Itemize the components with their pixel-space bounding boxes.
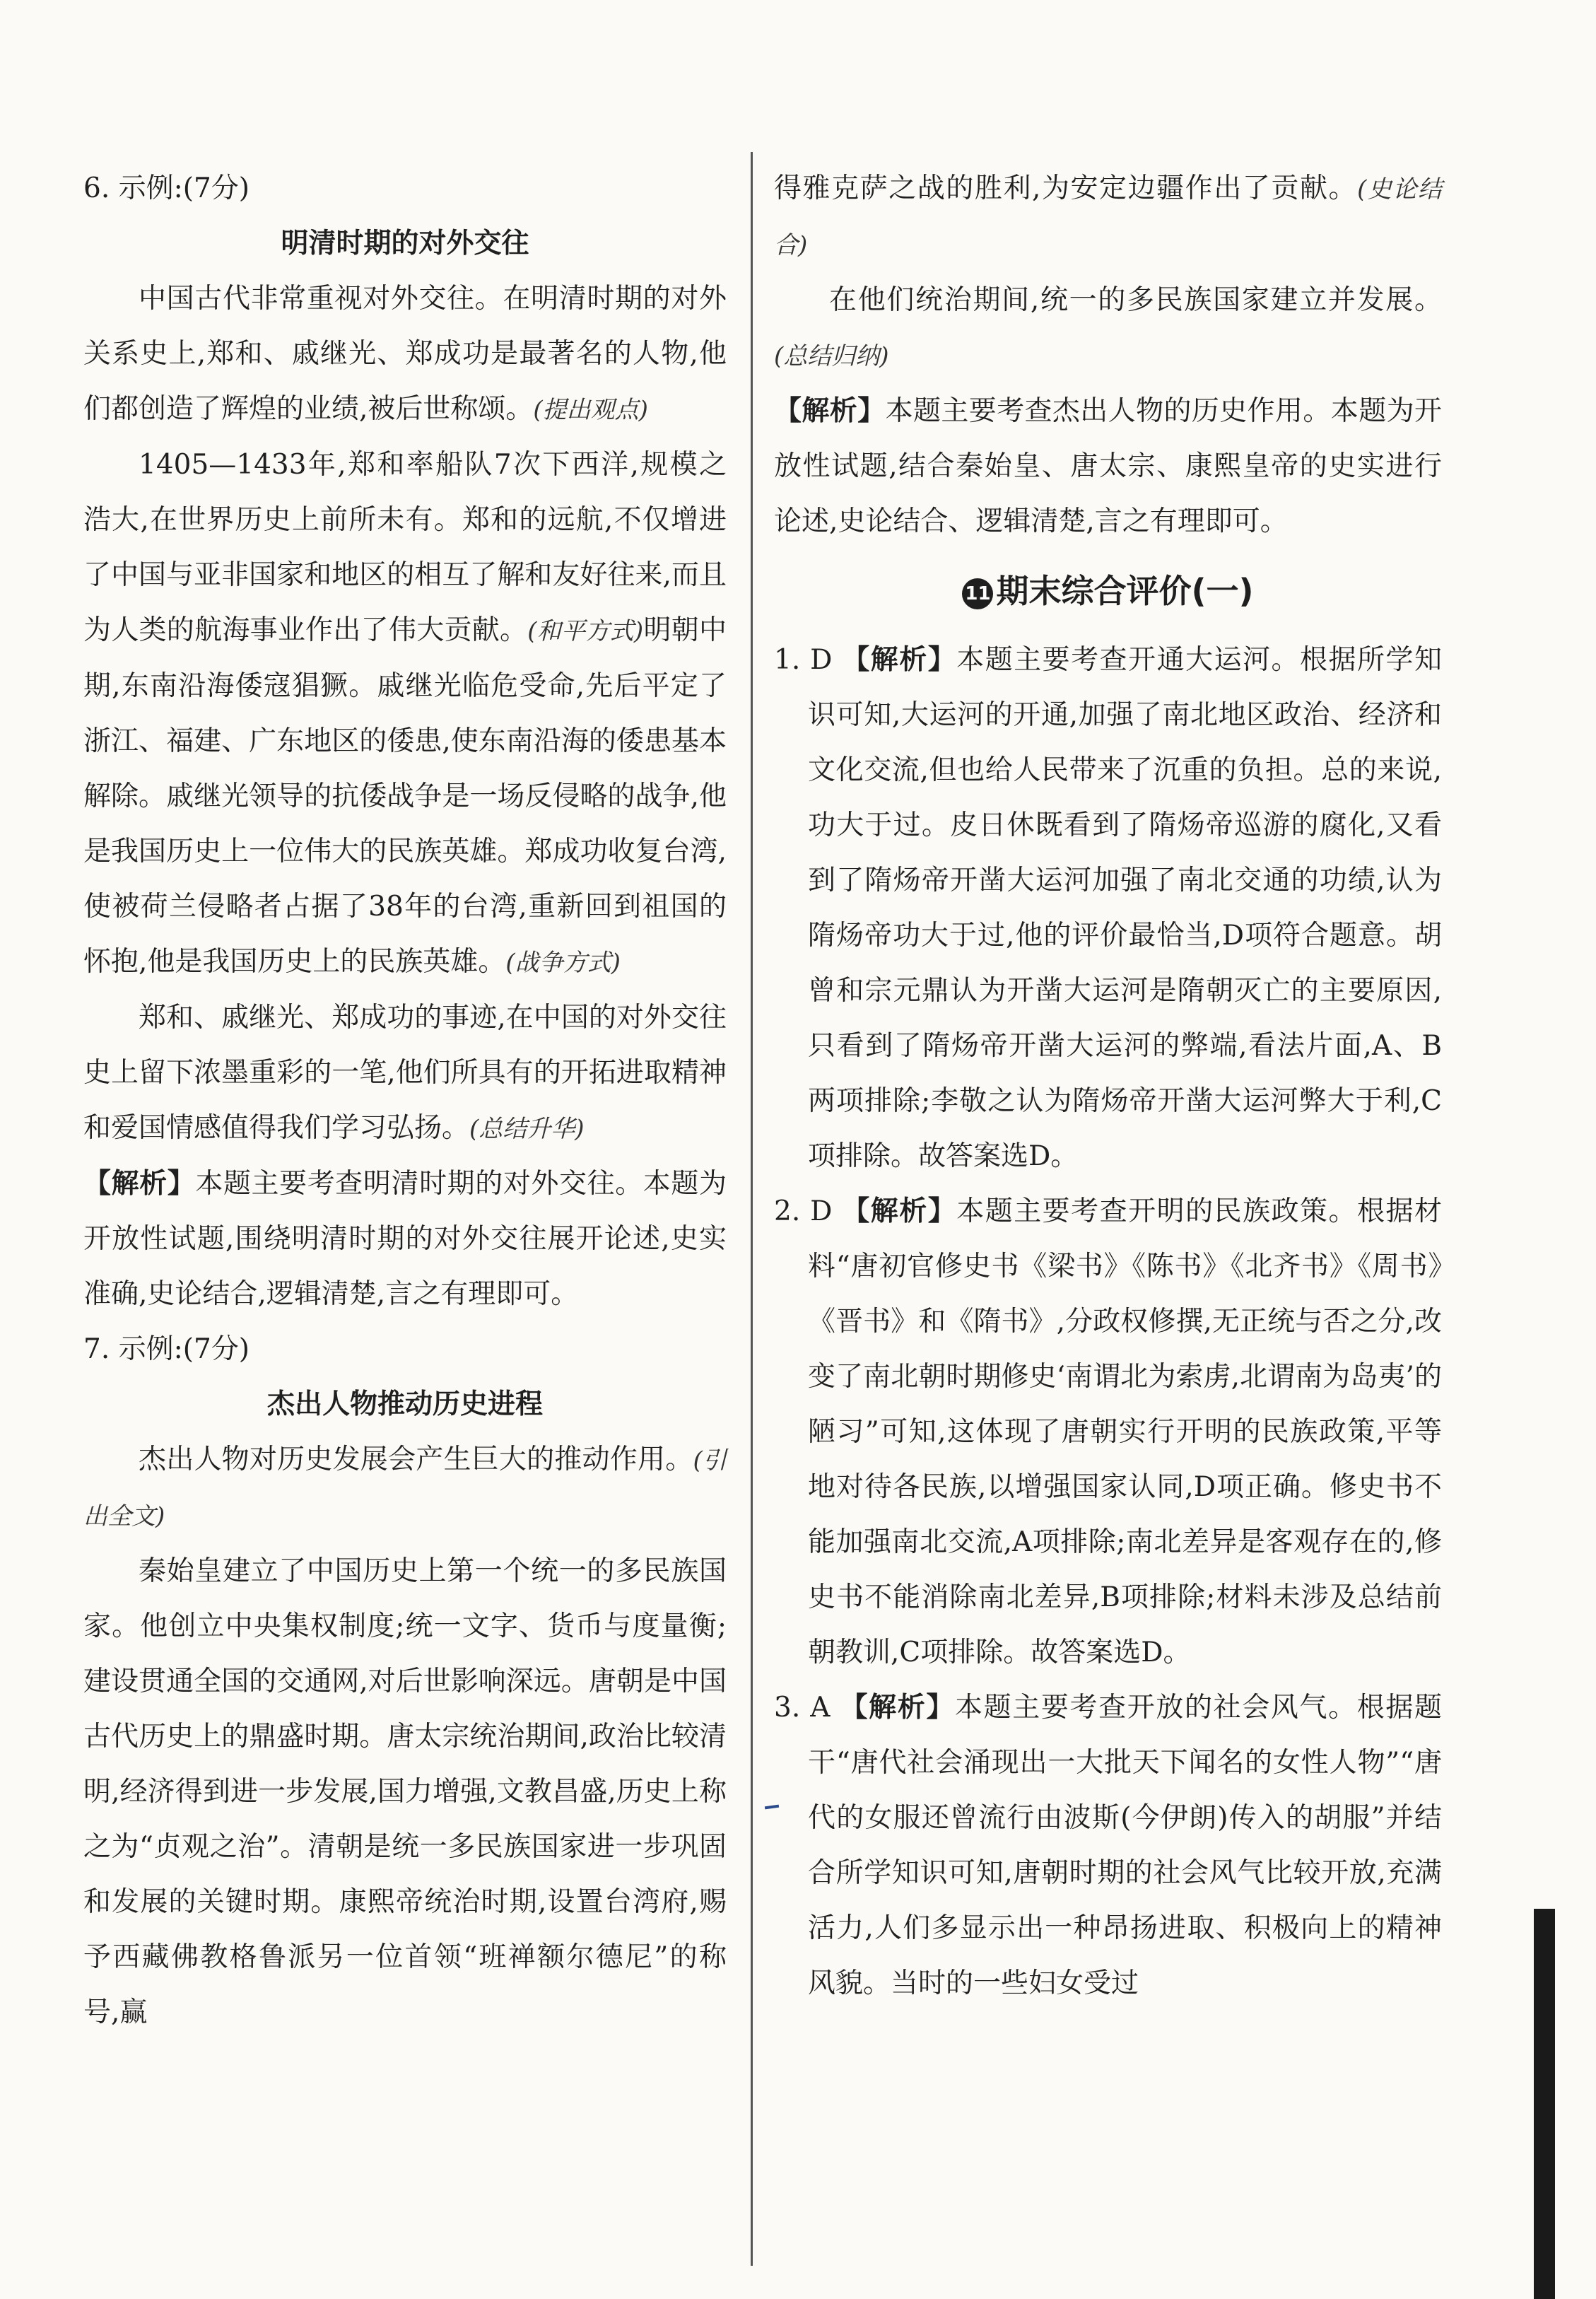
left-column	[83, 161, 727, 2040]
q7-continuation	[774, 161, 1442, 273]
q6-p3-text: 郑和、戚继光、郑成功的事迹,在中国的对外交往史上留下浓墨重彩的一笔,他们所具有的开拓进取精神和爱国情感值得我们学习弘扬。	[83, 1002, 727, 1144]
q6-p1-text: 中国古代非常重视对外交往。在明清时期的对外关系史上,郑和、戚继光、郑成功是最著名的人物,他们都创造了辉煌的业绩,被后世称颂。	[83, 283, 727, 425]
q7-paragraph-3	[774, 273, 1442, 384]
q6-analysis-tag: 【解析】	[83, 1168, 196, 1200]
q6-p1-note: (提出观点)	[533, 396, 648, 424]
q7-analysis	[774, 384, 1442, 549]
section-heading	[774, 559, 1442, 623]
answer-2-number: 2. D	[774, 1195, 833, 1227]
answer-3-text: 本题主要考查开放的社会风气。根据题干“唐代社会涌现出一大批天下闻名的女性人物”“唐代的女服还曾流行由波斯(今伊朗)传入的胡服”并结合所学知识可知,唐朝时期的社会风气比较开放,充满活力,人们多显示出一种昂扬进取、积极向上的精神风貌。当时的一些妇女受过	[808, 1692, 1442, 1999]
right-column	[774, 161, 1442, 2011]
q7-cont-note: (史论结合)	[774, 175, 1442, 259]
q6-paragraph-3	[83, 990, 727, 1157]
q7-heading: 7. 示例:(7分)	[83, 1333, 250, 1365]
q7-paragraph-1	[83, 1432, 727, 1544]
answer-1-text: 本题主要考查开通大运河。根据所学知识可知,大运河的开通,加强了南北地区政治、经济和文化交流,但也给人民带来了沉重的负担。总的来说,功大于过。皮日休既看到了隋炀帝巡游的腐化,又看到了隋炀帝开凿大运河加强了南北交通的功绩,认为隋炀帝功大于过,他的评价最恰当,D项符合题意。胡曾和宗元鼎认为开凿大运河是隋朝灭亡的主要原因,只看到了隋炀帝开凿大运河的弊端,看法片面,A、B两项排除;李敬之认为隋炀帝开凿大运河弊大于利,C项排除。故答案选D。	[808, 644, 1442, 1172]
q6-paragraph-1	[83, 271, 727, 438]
answer-2	[774, 1184, 1442, 1680]
q7-p3-note: (总结归纳)	[774, 342, 889, 370]
answer-2-tag: 【解析】	[842, 1195, 957, 1227]
answer-1	[774, 633, 1442, 1184]
q6-essay-title: 明清时期的对外交往	[281, 228, 529, 259]
q6-paragraph-2	[83, 438, 727, 990]
answer-3-tag: 【解析】	[840, 1692, 955, 1724]
q7-essay-title: 杰出人物推动历史进程	[266, 1388, 543, 1420]
q7-analysis-text: 本题主要考查杰出人物的历史作用。本题为开放性试题,结合秦始皇、唐太宗、康熙皇帝的史实进行论述,史论结合、逻辑清楚,言之有理即可。	[774, 395, 1442, 537]
q7-analysis-tag: 【解析】	[774, 395, 886, 427]
answer-1-tag: 【解析】	[842, 644, 957, 676]
q6-p3-note: (总结升华)	[469, 1115, 585, 1143]
q6-p2-text-b: 明朝中期,东南沿海倭寇猖獗。戚继光临危受命,先后平定了浙江、福建、广东地区的倭患,使东南沿海的倭患基本解除。戚继光领导的抗倭战争是一场反侵略的战争,他是我国历史上一位伟大的民族英雄。郑成功收复台湾,使被荷兰侵略者占据了38年的台湾,重新回到祖国的怀抱,他是我国历史上的民族英雄。	[83, 614, 727, 978]
q7-p3-text: 在他们统治期间,统一的多民族国家建立并发展。	[829, 284, 1442, 316]
answer-1-number: 1. D	[774, 644, 833, 676]
column-divider	[751, 152, 753, 2266]
scan-edge-shadow	[1534, 1909, 1555, 2299]
q6-heading: 6. 示例:(7分)	[83, 172, 250, 204]
q7-p1-note: (引出全文)	[83, 1446, 727, 1531]
q7-p1-text: 杰出人物对历史发展会产生巨大的推动作用。	[139, 1444, 693, 1475]
q7-paragraph-2: 秦始皇建立了中国历史上第一个统一的多民族国家。他创立中央集权制度;统一文字、货币与度量衡;建设贯通全国的交通网,对后世影响深远。唐朝是中国古代历史上的鼎盛时期。唐太宗统治期间,政治比较清明,经济得到进一步发展,国力增强,文教昌盛,历史上称之为“贞观之治”。清朝是统一多民族国家进一步巩固和发展的关键时期。康熙帝统治时期,设置台湾府,赐予西藏佛教格鲁派另一位首领“班禅额尔德尼”的称号,赢	[83, 1555, 727, 2028]
q6-p2-note-a: (和平方式)	[527, 617, 644, 645]
section-number-badge: 11	[962, 578, 993, 609]
q6-analysis	[83, 1157, 727, 1322]
q6-analysis-text: 本题主要考查明清时期的对外交往。本题为开放性试题,围绕明清时期的对外交往展开论述,史实准确,史论结合,逻辑清楚,言之有理即可。	[83, 1168, 727, 1310]
q6-p2-text-a: 1405—1433年,郑和率船队7次下西洋,规模之浩大,在世界历史上前所未有。郑和的远航,不仅增进了中国与亚非国家和地区的相互了解和友好往来,而且为人类的航海事业作出了伟大贡献。	[83, 449, 727, 646]
answer-3-number: 3. A	[774, 1692, 831, 1724]
q7-cont-text: 得雅克萨之战的胜利,为安定边疆作出了贡献。	[774, 172, 1358, 204]
answer-2-text: 本题主要考查开明的民族政策。根据材料“唐初官修史书《梁书》《陈书》《北齐书》《周书》《晋书》和《隋书》,分政权修撰,无正统与否之分,改变了南北朝时期修史‘南谓北为索虏,北谓南为岛夷’的陋习”可知,这体现了唐朝实行开明的民族政策,平等地对待各民族,以增强国家认同,D项正确。修史书不能加强南北交流,A项排除;南北差异是客观存在的,修史书不能消除南北差异,B项排除;材料未涉及总结前朝教训,C项排除。故答案选D。	[808, 1195, 1442, 1668]
section-heading-text: 期末综合评价(一)	[996, 572, 1254, 610]
answer-3	[774, 1680, 1442, 2011]
q6-p2-note-b: (战争方式)	[505, 949, 621, 977]
